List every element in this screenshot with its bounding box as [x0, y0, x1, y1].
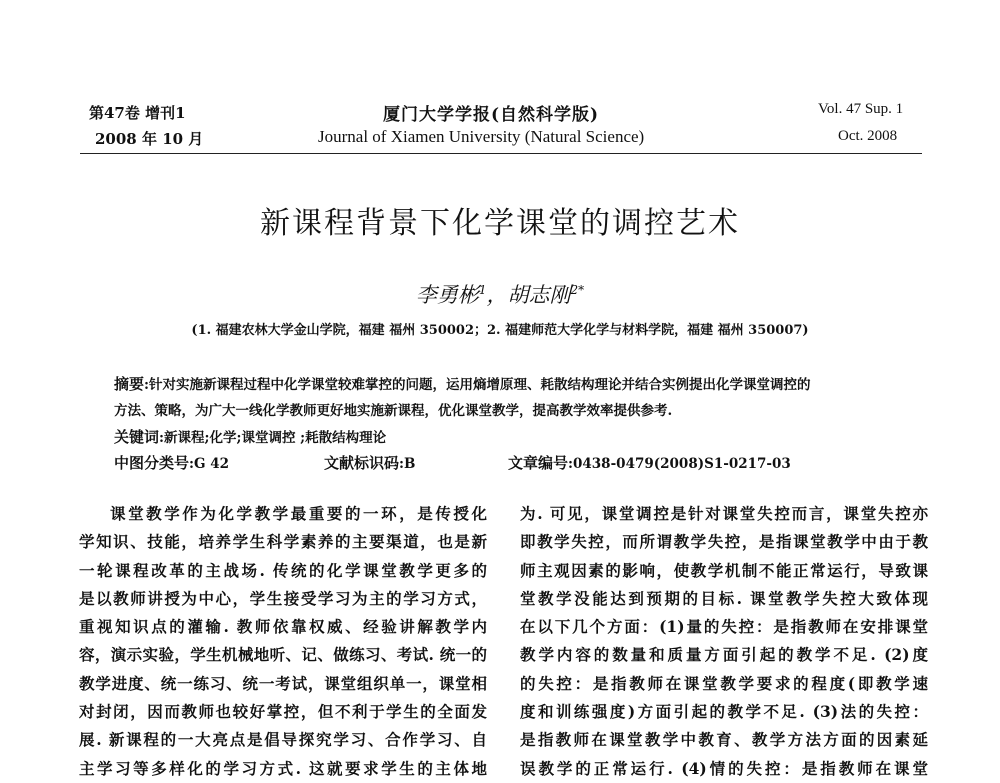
- right-line-7: 的失控：是指教师在课堂教学要求的程度(即教学速: [520, 673, 928, 693]
- keywords: :新课程;化学;课堂调控 ;耗散结构理论: [159, 430, 387, 446]
- right-line-9: 是指教师在课堂教学中教育、教学方法方面的因素延: [520, 730, 928, 750]
- clc-label: 中图分类号: [114, 454, 190, 472]
- left-line-1: 课堂教学作为化学教学最重要的一环，是传授化: [110, 504, 487, 523]
- abstract-label: 摘要: [114, 375, 145, 393]
- right-line-4: 堂教学没能达到预期的目标. 课堂教学失控大致体现: [520, 588, 928, 608]
- left-line-8: 对封闭，因而教师也较好掌控，但不利于学生的全面发: [79, 702, 487, 722]
- author-1-affiliation-mark: 1: [478, 283, 487, 297]
- author-separator: ，: [486, 283, 508, 307]
- paper-title: 新课程背景下化学课堂的调控艺术: [260, 206, 740, 241]
- right-line-3: 师主观因素的影响，使教学机制不能正常运行，导致课: [520, 560, 928, 580]
- right-column: [520, 500, 928, 783]
- abstract-line-2: 方法、策略，为广大一线化学教师更好地实施新课程，优化课堂教学，提高教学效率提供参考.: [114, 403, 673, 419]
- left-line-7: 教学进度、统一练习、统一考试，课堂组织单一，课堂相: [79, 673, 487, 693]
- left-line-2: 学知识、技能，培养学生科学素养的主要渠道，也是新: [79, 532, 487, 552]
- doc-code-label: 文献标识码: [324, 454, 400, 472]
- left-line-5: 重视知识点的灌输. 教师依靠权威、经验讲解教学内: [79, 617, 487, 637]
- right-line-8: 度和训练强度)方面引起的教学不足. (3)法的失控：: [520, 702, 928, 722]
- clc-line: [114, 452, 229, 473]
- right-line-5: 在以下几个方面：(1)量的失控：是指教师在安排课堂: [520, 617, 928, 637]
- right-line-1: 为. 可见，课堂调控是针对课堂失控而言，课堂失控亦: [520, 504, 928, 523]
- doc-code-line: [324, 452, 415, 473]
- article-number-label: 文章编号: [508, 454, 569, 472]
- article-number-line: [508, 452, 791, 473]
- publication-date-en: Oct. 2008: [838, 128, 898, 144]
- right-line-6: 教学内容的数量和质量方面引起的教学不足. (2)度: [520, 645, 928, 665]
- author-2: 胡志刚: [507, 283, 571, 307]
- left-line-10: 主学习等多样化的学习方式. 这就要求学生的主体地: [79, 758, 487, 778]
- header-rule: [80, 153, 922, 154]
- journal-name-cn: 厦门大学学报(自然科学版): [383, 105, 600, 125]
- volume-issue-en: Vol. 47 Sup. 1: [818, 101, 904, 117]
- volume-issue: 第47卷 增刊1: [89, 104, 186, 122]
- author-1: 李勇彬: [415, 283, 479, 307]
- authors: [0, 279, 1000, 309]
- left-line-4: 是以教师讲授为中心，学生接受学习为主的学习方式，: [79, 588, 487, 608]
- author-2-affiliation-mark: 2*: [570, 283, 585, 297]
- journal-name-en: Journal of Xiamen University (Natural Science): [318, 127, 645, 146]
- keywords-line: [114, 426, 386, 447]
- affiliations: (1. 福建农林大学金山学院，福建 福州 350002；2. 福建师范大学化学与材料学院，福建 福州 350007): [191, 323, 809, 338]
- abstract-text-1: :针对实施新课程过程中化学课堂较难掌控的问题，运用熵增原理、耗散结构理论并结合实例提出化学课堂调控的: [144, 377, 811, 393]
- keywords-label: 关键词: [114, 428, 160, 446]
- abstract-line-1: [114, 373, 811, 394]
- left-line-6: 容，演示实验，学生机械地听、记、做练习、考试. 统一的: [79, 645, 487, 665]
- article-number: :0438-0479(2008)S1-0217-03: [568, 456, 791, 472]
- right-line-2: 即教学失控，而所谓教学失控，是指课堂教学中由于教: [520, 532, 928, 552]
- clc-number: :G 42: [189, 456, 230, 472]
- left-column: [79, 500, 487, 783]
- left-line-9: 展. 新课程的一大亮点是倡导探究学习、合作学习、自: [79, 730, 487, 750]
- right-line-10: 误教学的正常运行. (4)情的失控：是指教师在课堂: [520, 758, 928, 778]
- publication-date: 2008 年 10 月: [95, 130, 204, 148]
- doc-code: :B: [399, 456, 416, 472]
- left-line-3: 一轮课程改革的主战场. 传统的化学课堂教学更多的: [79, 560, 487, 580]
